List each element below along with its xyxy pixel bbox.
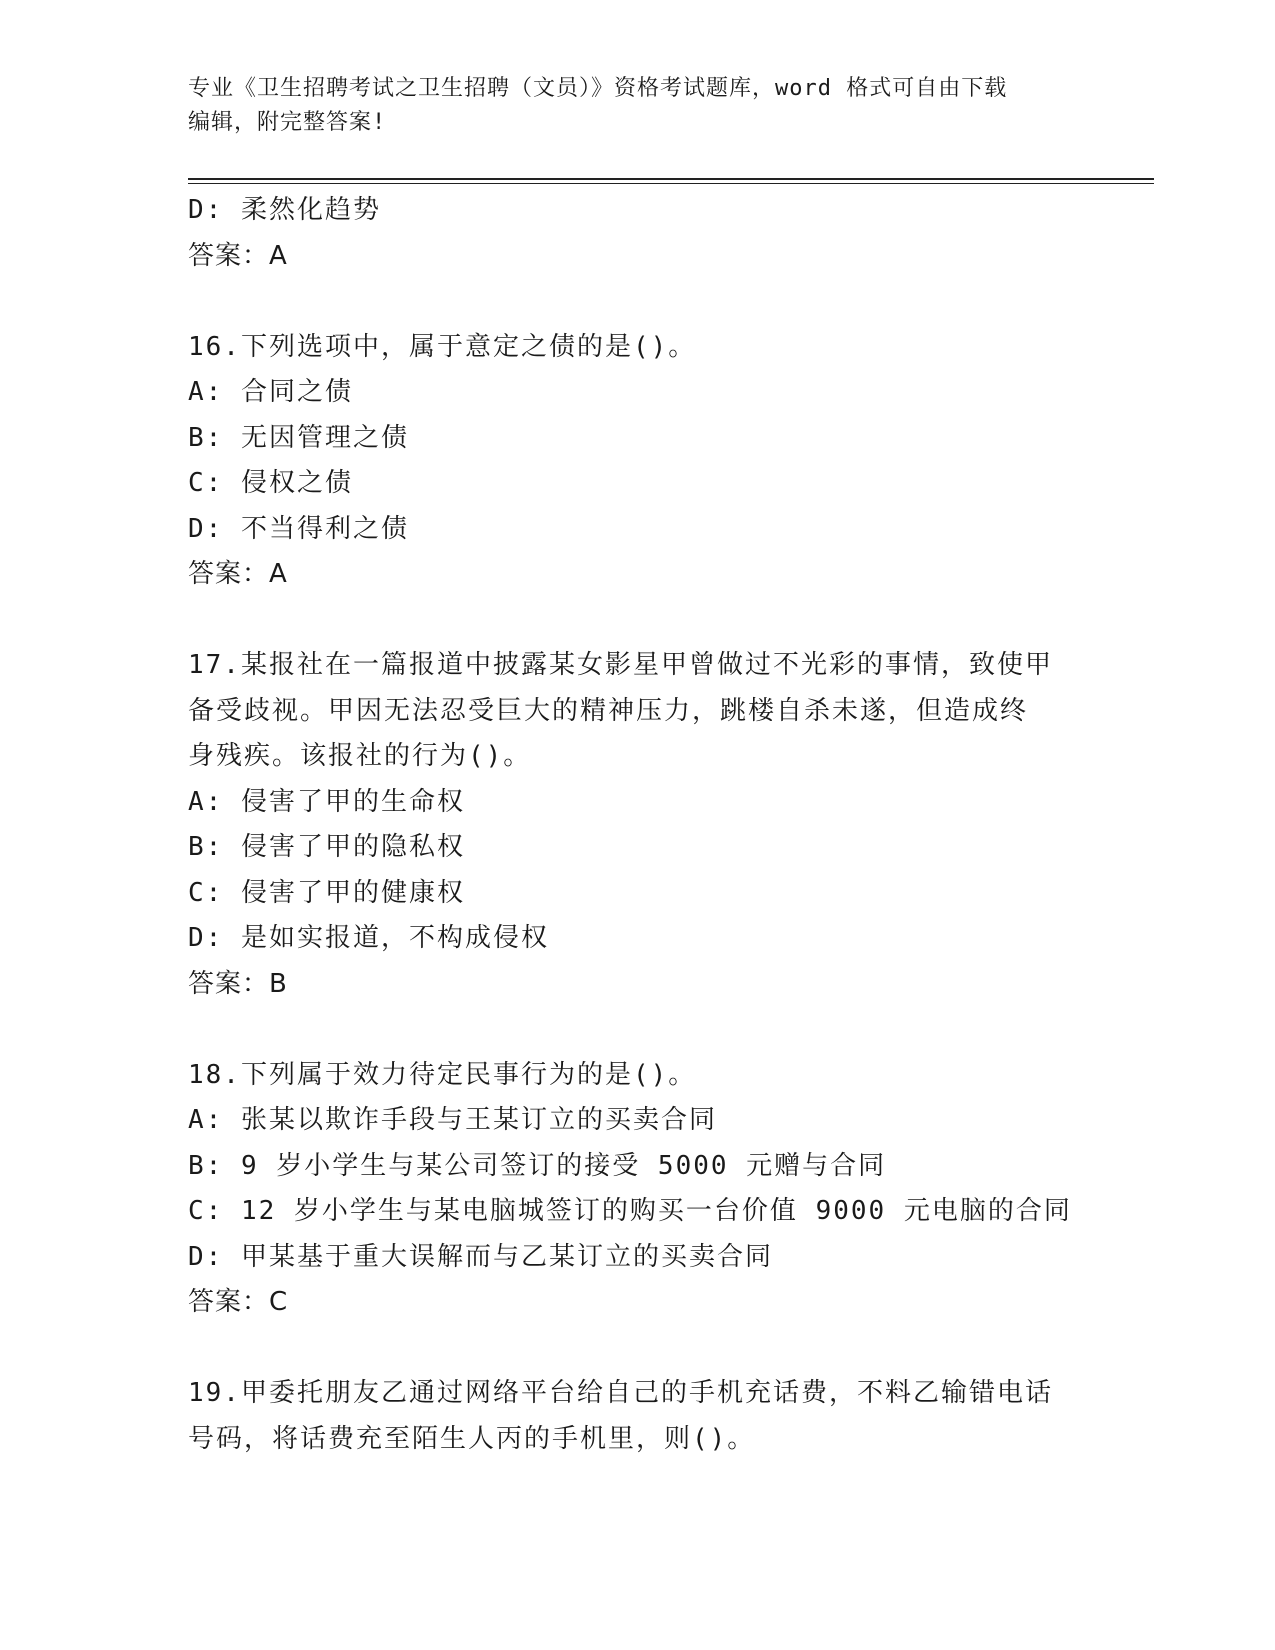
header-line-1: 专业《卫生招聘考试之卫生招聘（文员）》资格考试题库，word 格式可自由下载 <box>188 76 1008 101</box>
question-stem: 18.下列属于效力待定民事行为的是()。 <box>188 1059 697 1090</box>
option-a: A: 张某以欺诈手段与王某订立的买卖合同 <box>188 1105 717 1135</box>
question-stem-line-2: 号码，将话费充至陌生人丙的手机里，则()。 <box>188 1423 756 1454</box>
option-a: A: 合同之债 <box>188 377 353 407</box>
spacer <box>188 1007 1088 1053</box>
prev-option-d: D: 柔然化趋势 <box>188 195 381 225</box>
question-list <box>188 188 1088 1462</box>
answer: 答案：A <box>188 559 288 589</box>
question-stem-line-2: 备受歧视。甲因无法忍受巨大的精神压力，跳楼自杀未遂，但造成终 <box>188 695 1029 726</box>
option-b: B: 9 岁小学生与某公司签订的接受 5000 元赠与合同 <box>188 1150 887 1181</box>
option-a: A: 侵害了甲的生命权 <box>188 786 465 817</box>
page-header <box>188 72 1088 140</box>
answer: 答案：B <box>188 968 288 999</box>
header-line-2: 编辑，附完整答案! <box>188 110 387 135</box>
option-c: C: 侵权之债 <box>188 468 353 498</box>
question-18 <box>188 1053 1088 1326</box>
option-b: B: 侵害了甲的隐私权 <box>188 832 465 862</box>
option-c: C: 侵害了甲的健康权 <box>188 877 465 908</box>
header-divider <box>188 178 1154 184</box>
question-stem-line-3: 身残疾。该报社的行为()。 <box>188 741 532 771</box>
option-c: C: 12 岁小学生与某电脑城签订的购买一台价值 9000 元电脑的合同 <box>188 1196 1072 1226</box>
option-b: B: 无因管理之债 <box>188 422 409 453</box>
option-d: D: 是如实报道，不构成侵权 <box>188 923 549 953</box>
spacer <box>188 279 1088 325</box>
question-16 <box>188 325 1088 598</box>
prev-answer: 答案：A <box>188 240 288 271</box>
spacer <box>188 1326 1088 1372</box>
question-17 <box>188 643 1088 1007</box>
answer: 答案：C <box>188 1287 289 1317</box>
spacer <box>188 598 1088 644</box>
option-d: D: 甲某基于重大误解而与乙某订立的买卖合同 <box>188 1241 773 1272</box>
option-d: D: 不当得利之债 <box>188 513 409 544</box>
question-19 <box>188 1371 1088 1462</box>
question-stem-line-1: 17.某报社在一篇报道中披露某女影星甲曾做过不光彩的事情，致使甲 <box>188 650 1053 680</box>
question-stem-line-1: 19.甲委托朋友乙通过网络平台给自己的手机充话费，不料乙输错电话 <box>188 1378 1053 1408</box>
question-stem: 16.下列选项中，属于意定之债的是()。 <box>188 331 697 362</box>
